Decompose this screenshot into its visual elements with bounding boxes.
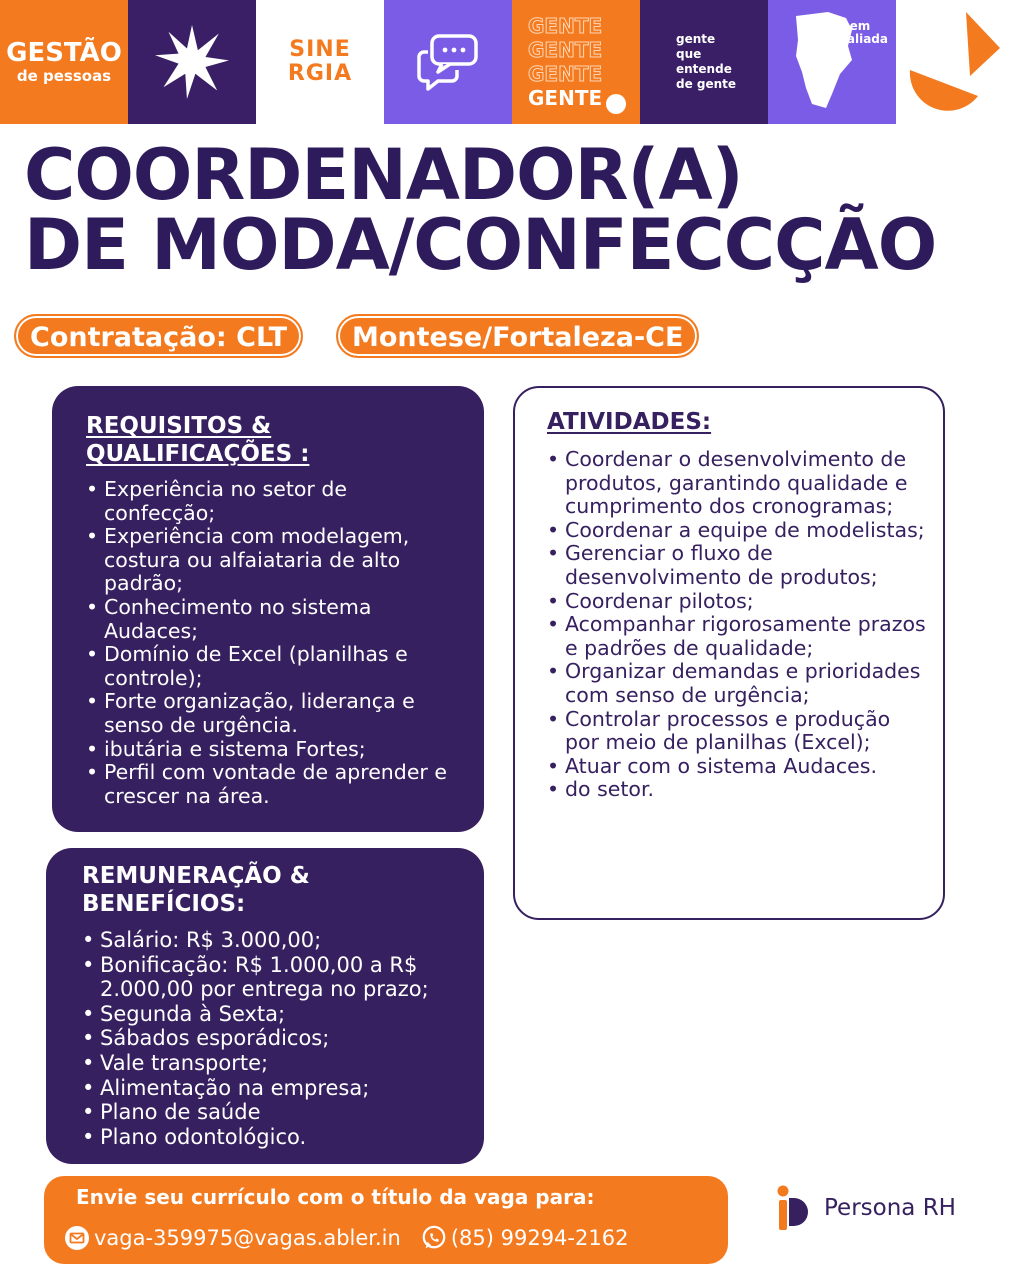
requirements-panel — [52, 386, 484, 832]
gente-que-entende-tile — [640, 0, 768, 124]
brand-name: Persona RH — [824, 1195, 956, 1221]
job-title — [24, 134, 1014, 286]
tagline-line: que — [676, 47, 702, 61]
chat-bubbles-icon — [384, 0, 512, 124]
gente-line: GENTE — [528, 38, 603, 62]
list-item: • Conhecimento no sistema Audaces; — [86, 596, 464, 643]
contract-tag: Contratação: CLT — [14, 314, 303, 358]
list-item: • Experiência no setor de confecção; — [86, 478, 464, 525]
benefits-list — [82, 928, 468, 1149]
ceara-map-tile — [768, 0, 896, 124]
orange-shapes-icon — [896, 0, 1024, 124]
benefits-panel — [46, 848, 484, 1164]
list-item: • ibutária e sistema Fortes; — [86, 738, 464, 762]
list-item: • Coordenar o desenvolvimento de produtos, garantindo qualidade e cumprimento dos cronogramas; — [547, 448, 927, 519]
list-item: • Coordenar pilotos; — [547, 590, 927, 614]
list-item: • Forte organização, liderança e senso de urgência. — [86, 690, 464, 737]
bem-avaliada-line1: +bem — [830, 19, 871, 33]
list-item: • Domínio de Excel (planilhas e controle); — [86, 643, 464, 690]
persona-rh-brand — [776, 1184, 956, 1232]
logo-gestao-de-pessoas — [0, 0, 128, 124]
contact-row — [64, 1224, 728, 1252]
whatsapp-icon — [421, 1225, 447, 1251]
list-item: • Acompanhar rigorosamente prazos e padrões de qualidade; — [547, 613, 927, 660]
gente-line: GENTE — [528, 62, 603, 86]
list-item: • do setor. — [547, 778, 927, 802]
tagline-line: de gente — [676, 77, 737, 91]
logo-sinergia-line1: SINE — [289, 37, 351, 62]
list-item: • Sábados esporádicos; — [82, 1026, 468, 1051]
list-item: • Salário: R$ 3.000,00; — [82, 928, 468, 953]
benefits-heading — [82, 862, 468, 918]
mail-icon — [64, 1225, 90, 1251]
bem-avaliada-line2: avaliada — [830, 32, 888, 46]
list-item: • Plano de saúde — [82, 1100, 468, 1125]
tagline-line: entende — [676, 62, 732, 76]
contact-heading: Envie seu currículo com o título da vaga para: — [76, 1185, 595, 1209]
star-icon — [128, 0, 256, 124]
benefits-heading-line1: REMUNERAÇÃO & — [82, 863, 310, 889]
gente-line: GENTE — [528, 14, 603, 38]
list-item: • Coordenar a equipe de modelistas; — [547, 519, 927, 543]
list-item: • Bonificação: R$ 1.000,00 a R$ 2.000,00 por entrega no prazo; — [82, 953, 468, 1002]
list-item: • Gerenciar o fluxo de desenvolvimento de produtos; — [547, 542, 927, 589]
dot-icon — [606, 94, 626, 114]
job-title-line1: COORDENADOR(A) — [24, 134, 743, 216]
list-item: • Experiência com modelagem, costura ou alfaiataria de alto padrão; — [86, 525, 464, 596]
job-title-line2: DE MODA/CONFECCÇÃO — [24, 204, 937, 286]
header-strip — [0, 0, 1024, 124]
tagline-line: gente — [676, 32, 716, 46]
requirements-heading — [86, 412, 464, 468]
logo-gestao-line2: de pessoas — [16, 67, 112, 85]
list-item: • Controlar processos e produção por meio de planilhas (Excel); — [547, 708, 927, 755]
list-item: • Atuar com o sistema Audaces. — [547, 755, 927, 779]
logo-sinergia-line2: RGIA — [287, 61, 353, 86]
contact-email-link[interactable]: vaga-359975@vagas.abler.in — [94, 1226, 401, 1250]
requirements-heading-line2: QUALIFICAÇÕES : — [86, 441, 310, 467]
benefits-heading-line2: BENEFÍCIOS: — [82, 891, 246, 917]
list-item: • Plano odontológico. — [82, 1125, 468, 1150]
contact-phone-link[interactable]: (85) 99294-2162 — [450, 1226, 629, 1250]
activities-heading: ATIVIDADES: — [547, 409, 712, 435]
activities-panel — [513, 386, 945, 920]
contact-bar — [44, 1176, 728, 1264]
persona-rh-logo-icon — [776, 1184, 812, 1232]
gente-repeat-graphic — [512, 0, 640, 124]
requirements-heading-line1: REQUISITOS & — [86, 413, 272, 439]
list-item: • Alimentação na empresa; — [82, 1076, 468, 1101]
list-item: • Organizar demandas e prioridades com senso de urgência; — [547, 660, 927, 707]
list-item: • Perfil com vontade de aprender e crescer na área. — [86, 761, 464, 808]
bem-avaliada-tag — [831, 20, 888, 46]
requirements-list — [86, 478, 464, 808]
list-item: • Segunda à Sexta; — [82, 1002, 468, 1027]
logo-sinergia — [256, 0, 384, 124]
logo-gestao-line1: GESTÃO — [6, 38, 122, 68]
location-tag: Montese/Fortaleza-CE — [336, 314, 699, 358]
gente-line: GENTE — [528, 86, 603, 110]
list-item: • Vale transporte; — [82, 1051, 468, 1076]
activities-list — [547, 448, 927, 802]
